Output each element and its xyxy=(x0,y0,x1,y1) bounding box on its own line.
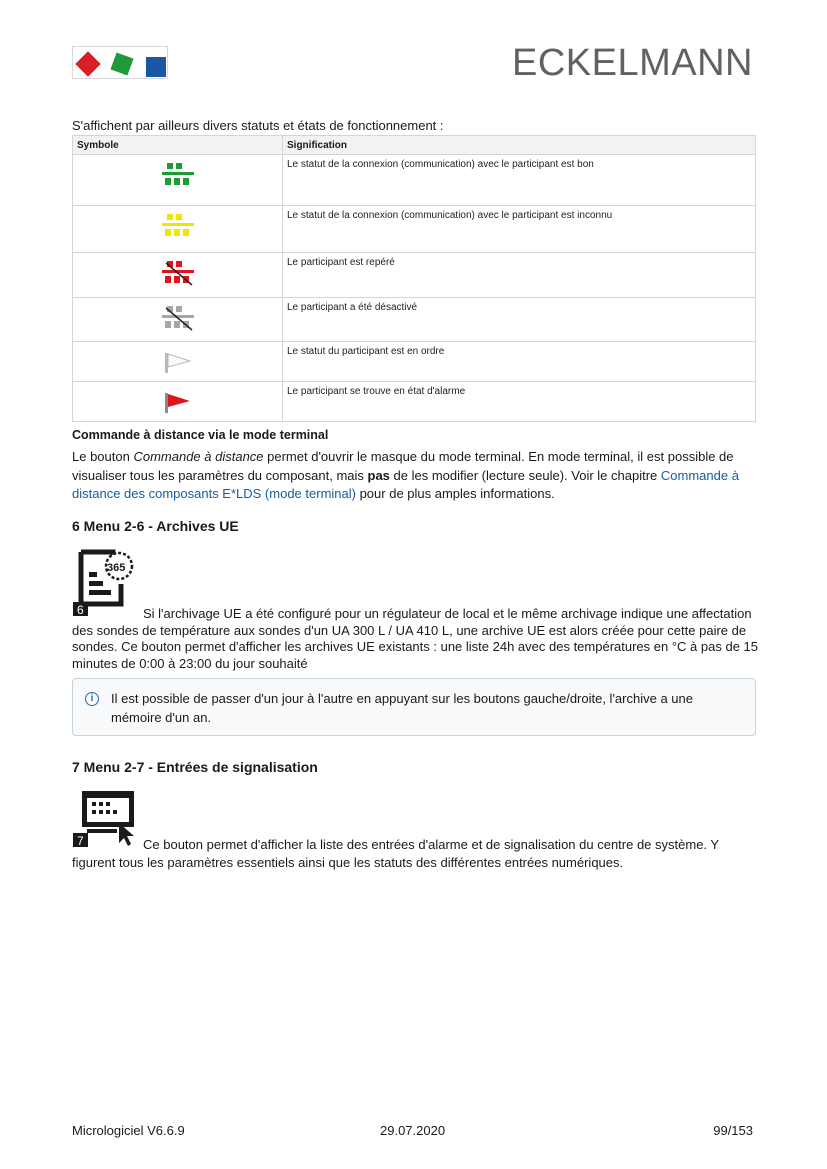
logo-blue-square xyxy=(146,57,166,77)
text-run: Le bouton xyxy=(72,449,134,464)
network-yellow-icon xyxy=(162,214,194,240)
text-run: permet d'ouvrir le masque du mode terminal. En mode terminal, il est possible de visualiser tous les paramètres du composant, mais xyxy=(72,449,734,483)
section-7-heading: 7 Menu 2-7 - Entrées de signalisation xyxy=(72,759,318,775)
symbol-cell xyxy=(73,342,283,382)
terminal-paragraph xyxy=(72,448,758,504)
meaning-cell: Le statut de la connexion (communication) avec le participant est bon xyxy=(283,155,756,206)
table-row xyxy=(73,155,756,206)
symbol-cell xyxy=(73,298,283,342)
meaning-cell: Le participant est repéré xyxy=(283,253,756,298)
network-grey-crossed-icon xyxy=(162,306,194,332)
network-green-icon xyxy=(162,163,194,189)
meaning-cell: Le participant se trouve en état d'alarme xyxy=(283,382,756,422)
status-table xyxy=(72,135,756,422)
terminal-heading: Commande à distance via le mode terminal xyxy=(72,428,329,442)
emphasis-text: Commande à distance xyxy=(133,449,264,464)
table-header-row xyxy=(73,136,756,155)
company-logo xyxy=(72,46,168,79)
symbol-cell xyxy=(73,206,283,253)
section-6-text: Si l'archivage UE a été configuré pour un régulateur de local et le même archivage indique une affectation des sondes de température aux sondes d'un UA 300 L / UA 410 L, une archive UE est alors créée pour cette paire de sondes. Ce bouton permet d'afficher les archives UE existants : une liste 24h avec des températures en °C à pas de 15 minutes de 0:00 à 23:00 du jour souhaité xyxy=(72,606,758,671)
menu-number-7: 7 xyxy=(77,834,84,847)
column-header-symbol: Symbole xyxy=(73,136,283,155)
flag-red-icon xyxy=(162,390,194,414)
brand-name: ECKELMANN xyxy=(512,42,753,84)
table-row xyxy=(73,382,756,422)
text-run: de les modifier (lecture seule). Voir le chapitre xyxy=(389,467,661,483)
bold-text: pas xyxy=(367,467,390,483)
meaning-cell: Le participant a été désactivé xyxy=(283,298,756,342)
info-note-text: Il est possible de passer d'un jour à l'autre en appuyant sur les boutons gauche/droite, l'archive a une mémoire d'un an. xyxy=(111,691,693,725)
symbol-cell xyxy=(73,382,283,422)
symbol-cell xyxy=(73,155,283,206)
meaning-cell: Le statut du participant est en ordre xyxy=(283,342,756,382)
symbol-cell xyxy=(73,253,283,298)
menu-number-6: 6 xyxy=(77,603,84,616)
network-red-crossed-icon xyxy=(162,261,194,287)
table-row xyxy=(73,206,756,253)
info-note xyxy=(72,678,756,736)
column-header-meaning: Signification xyxy=(283,136,756,155)
flag-white-icon xyxy=(162,350,194,374)
footer-page-number: 99/153 xyxy=(713,1123,753,1138)
section-6-paragraph xyxy=(72,606,762,672)
terminal-mode-link[interactable]: Commande à distance des composants E*LDS (mode terminal) xyxy=(72,467,739,501)
text-run: pour de plus amples informations. xyxy=(355,486,555,501)
logo-red-square xyxy=(75,51,100,76)
meaning-cell: Le statut de la connexion (communication) avec le participant est inconnu xyxy=(283,206,756,253)
table-row xyxy=(73,253,756,298)
section-7-text: Ce bouton permet d'afficher la liste des entrées d'alarme et de signalisation du centre de système. Y figurent tous les paramètres essentiels ainsi que les statuts des différentes entrées numériques. xyxy=(72,837,719,870)
section-7-paragraph xyxy=(72,836,762,872)
table-row xyxy=(73,342,756,382)
intro-text: S'affichent par ailleurs divers statuts et états de fonctionnement : xyxy=(72,118,444,133)
footer-version: Micrologiciel V6.6.9 xyxy=(72,1123,185,1138)
info-icon: i xyxy=(85,692,99,706)
footer-date: 29.07.2020 xyxy=(380,1123,446,1138)
logo-green-square xyxy=(110,52,133,75)
archive-365-label: 365 xyxy=(107,562,126,574)
section-6-heading: 6 Menu 2-6 - Archives UE xyxy=(72,518,239,534)
table-row xyxy=(73,298,756,342)
